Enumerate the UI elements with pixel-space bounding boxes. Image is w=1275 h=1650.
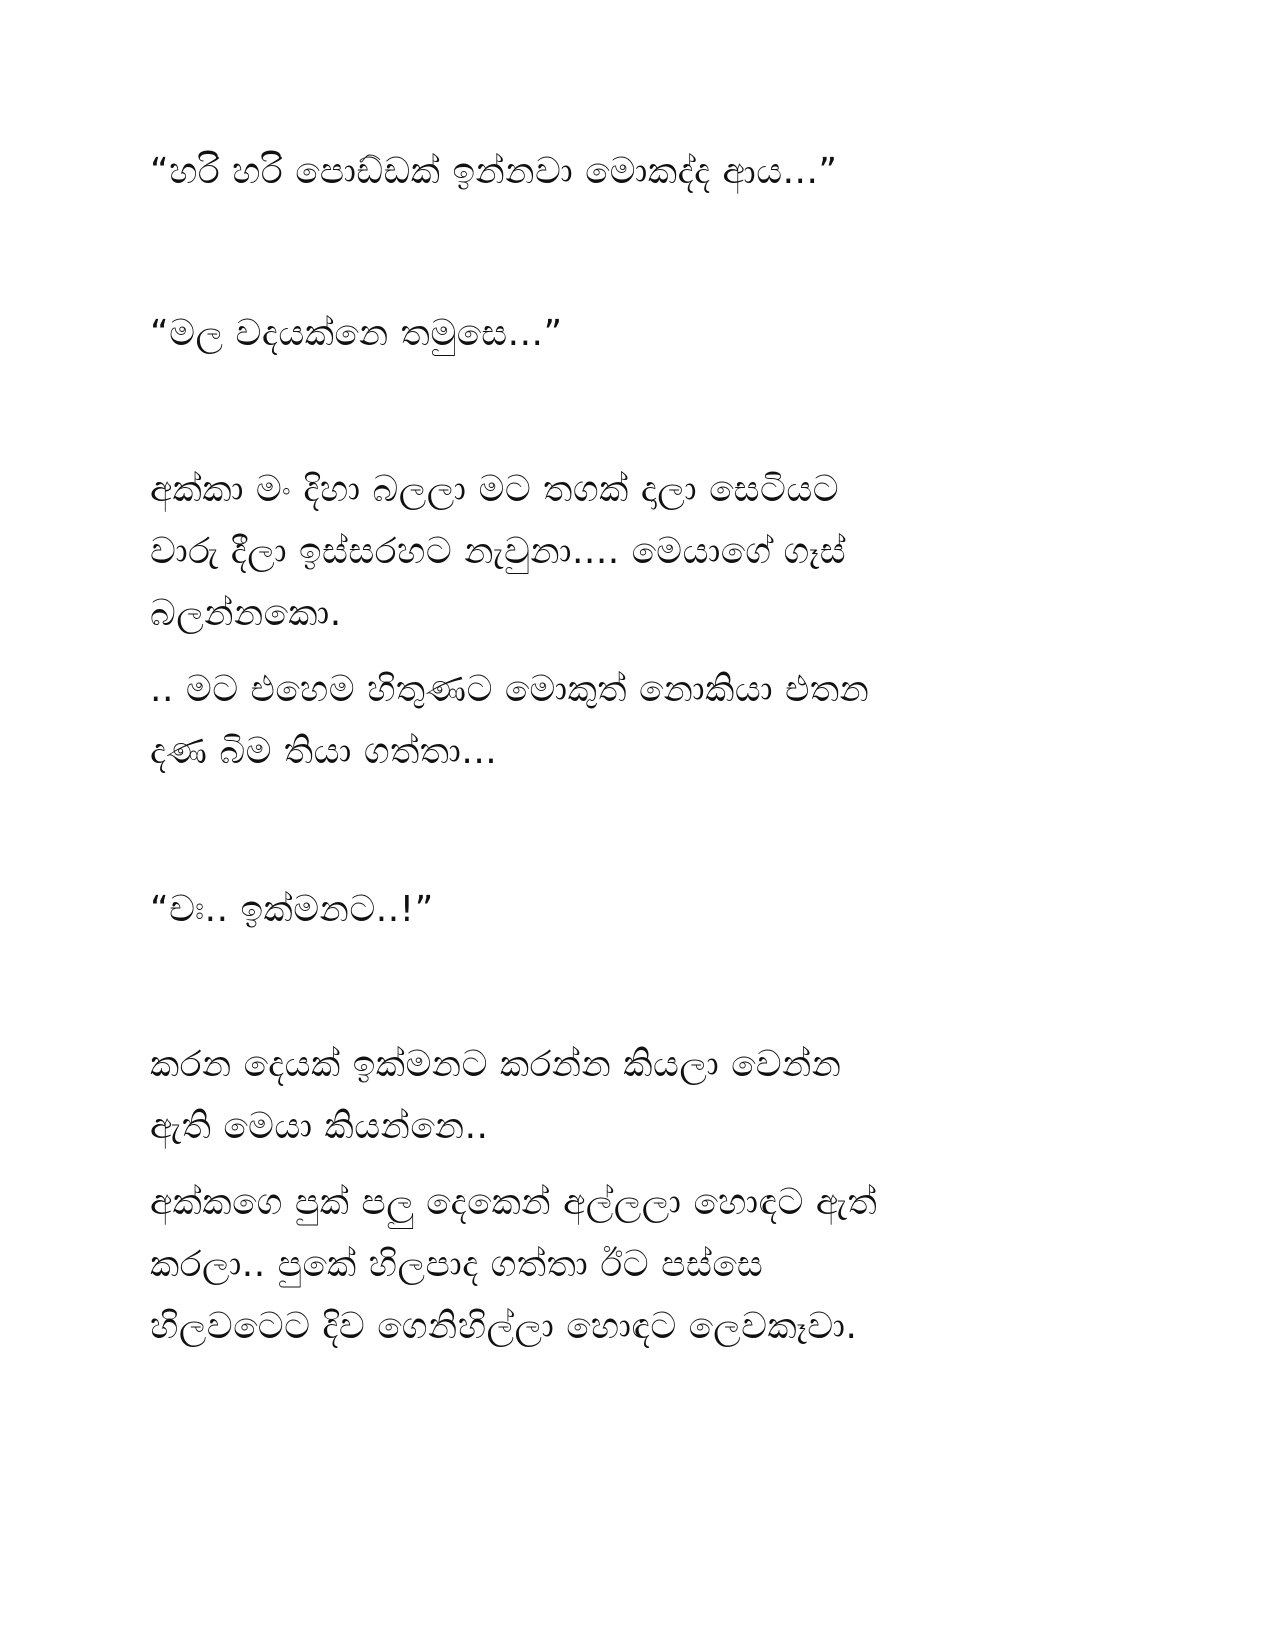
text-line: අක්කා මං දිහා බලලා මට තගක් දාලා සෙටියට (150, 469, 840, 510)
text-line: “චඃ.. ඉක්මනට..!” (150, 889, 434, 930)
text-line: බලන්නකො. (150, 593, 342, 634)
text-line: කරන දෙයක් ඉක්මනට කරන්න කියලා වෙන්න (150, 1044, 842, 1085)
text-line: හිලවටෙට දිව ගෙනිහිල්ලා හොඳට ලෙවකෑවා. (150, 1306, 858, 1347)
text-line: අක්කගෙ පුක් පලු දෙකෙන් අල්ලලා හොඳට ඇත් (150, 1182, 878, 1223)
text-line: කරලා.. පුකේ හිලපාද ගත්තා ඊට පස්සෙ (150, 1244, 764, 1285)
text-line: “මල වදයක්නෙ තමුසෙ...” (150, 313, 563, 354)
text-line: “හරි හරි පොඩ්ඩක් ඉන්නවා මොකද්ද ආය...” (150, 151, 838, 192)
text-line: .. මට එහෙම හිතුණට මොකුත් නොකියා එතන (150, 669, 870, 710)
text-line: වාරු දීලා ඉස්සරහට නැවුනා.... මෙයාගේ ගෑස් (150, 531, 847, 572)
text-line: ඇති මෙයා කියන්නෙ.. (150, 1106, 489, 1147)
text-line: දණ බිම තියා ගත්තා... (150, 731, 498, 772)
